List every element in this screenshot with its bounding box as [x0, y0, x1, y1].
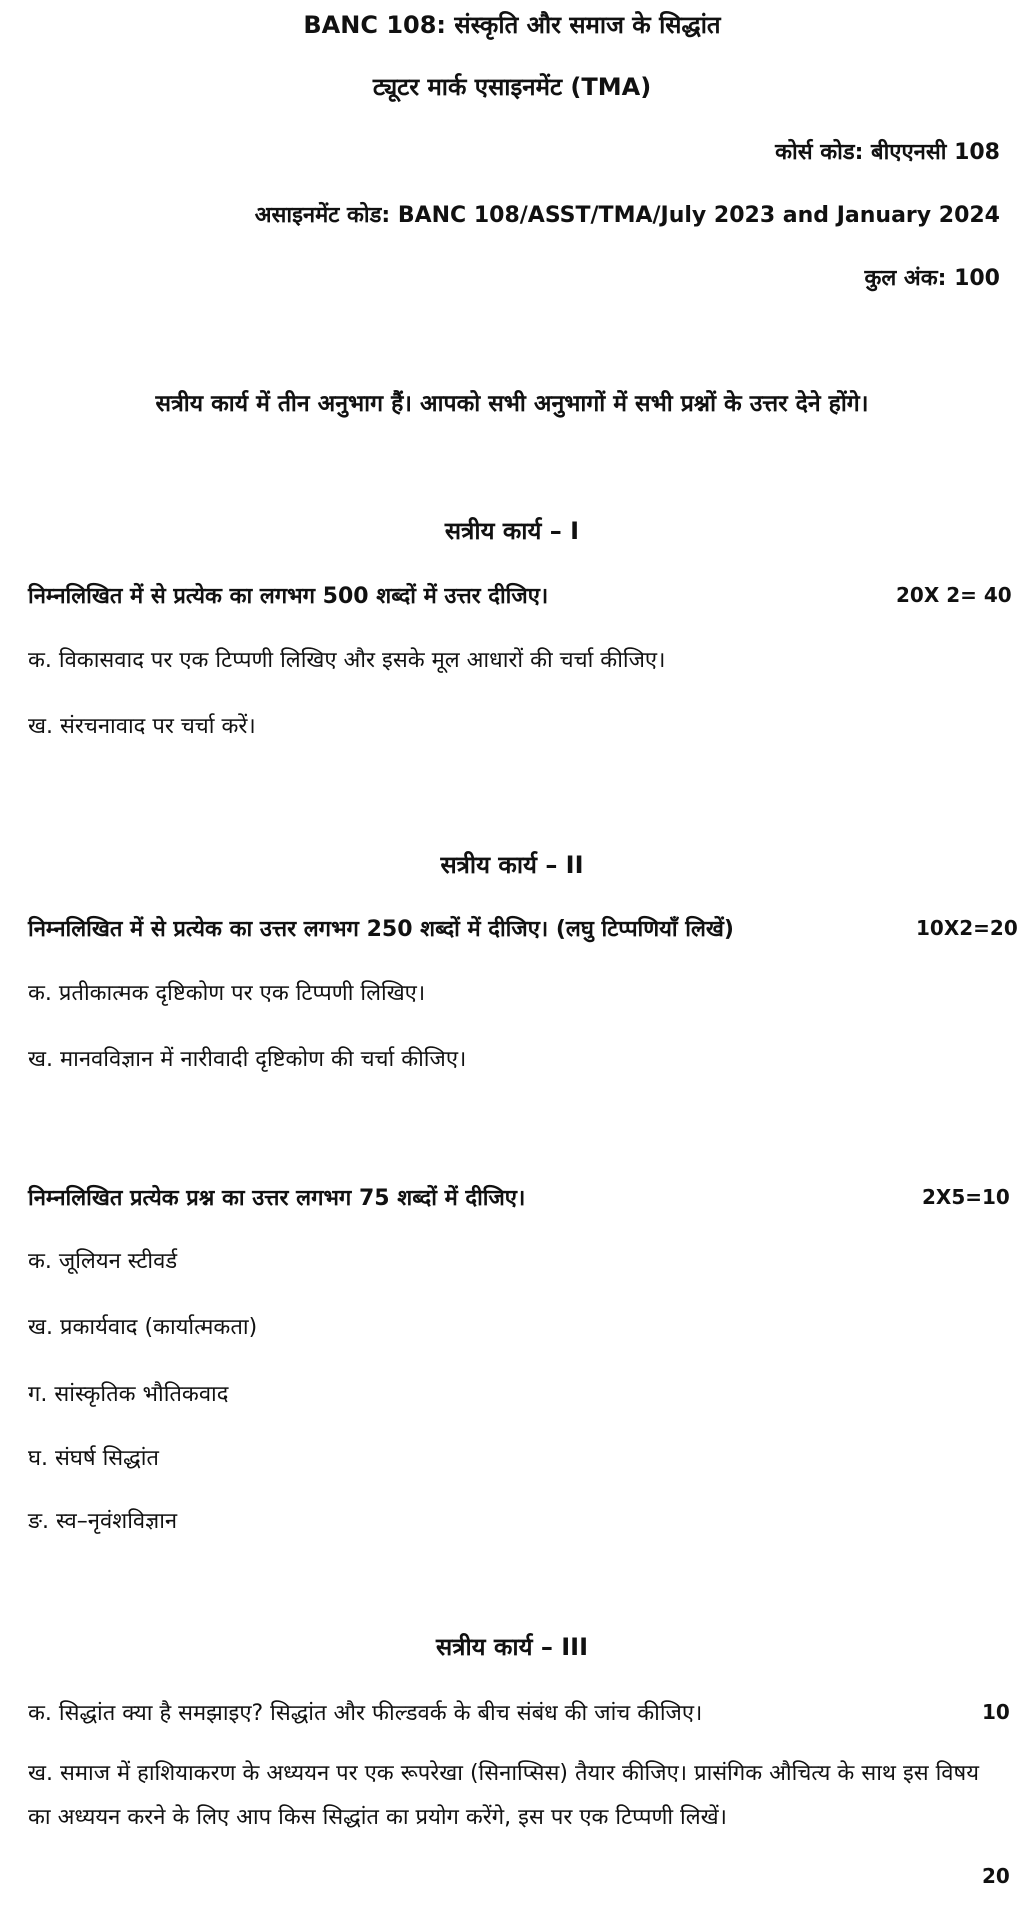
section-1-marks: 20X 2= 40 — [896, 583, 1012, 607]
section-2-question: निम्नलिखित में से प्रत्येक का उत्तर लगभग 250 शब्दों में दीजिए। (लघु टिप्पणियाँ लिखें) — [28, 917, 734, 942]
total-marks: कुल अंक: 100 — [864, 266, 1000, 291]
section-2-marks-2: 2X5=10 — [922, 1185, 1010, 1209]
section-2-short-item-b: ख. प्रकार्यवाद (कार्यात्मकता) — [28, 1315, 258, 1340]
page-subtitle: ट्यूटर मार्क एसाइनमेंट (TMA) — [372, 73, 652, 101]
section-3-item-a-marks: 10 — [982, 1700, 1010, 1724]
section-1-item-b: ख. संरचनावाद पर चर्चा करें। — [28, 714, 256, 739]
section-2-item-a: क. प्रतीकात्मक दृष्टिकोण पर एक टिप्पणी लिखिए। — [28, 981, 426, 1006]
page-title: BANC 108: संस्कृति और समाज के सिद्धांत — [303, 11, 721, 39]
section-2-short-item-d: घ. संघर्ष सिद्धांत — [28, 1446, 159, 1471]
section-2-short-item-e: ङ. स्व–नृवंशविज्ञान — [28, 1509, 178, 1534]
course-code: कोर्स कोड: बीएएनसी 108 — [775, 140, 1000, 165]
section-2-question-2: निम्नलिखित प्रत्येक प्रश्न का उत्तर लगभग 75 शब्दों में दीजिए। — [28, 1186, 526, 1211]
section-3-title: सत्रीय कार्य – III — [435, 1633, 589, 1661]
general-instruction: सत्रीय कार्य में तीन अनुभाग हैं। आपको सभी अनुभागों में सभी प्रश्नों के उत्तर देने होंगे। — [155, 391, 869, 417]
section-2-marks: 10X2=20 — [916, 916, 1018, 940]
section-1-question: निम्नलिखित में से प्रत्येक का लगभग 500 शब्दों में उत्तर दीजिए। — [28, 584, 549, 609]
section-3-item-b: ख. समाज में हाशियाकरण के अध्ययन पर एक रूपरेखा (सिनाप्सिस) तैयार कीजिए। प्रासंगिक औचित्य के साथ इस विषय का अध्ययन करने के लिए आप किस सिद्धांत का प्रयोग करेंगे, इस पर एक टिप्पणी लिखें। — [28, 1761, 980, 1830]
assignment-code: असाइनमेंट कोड: BANC 108/ASST/TMA/July 2023 and January 2024 — [254, 203, 1000, 228]
section-2-title: सत्रीय कार्य – II — [440, 851, 584, 879]
section-2-short-item-c: ग. सांस्कृतिक भौतिकवाद — [28, 1382, 229, 1407]
section-3-item-a: क. सिद्धांत क्या है समझाइए? सिद्धांत और फील्डवर्क के बीच संबंध की जांच कीजिए। — [28, 1701, 703, 1726]
section-1-item-a: क. विकासवाद पर एक टिप्पणी लिखिए और इसके मूल आधारों की चर्चा कीजिए। — [28, 648, 666, 673]
section-2-short-item-a: क. जूलियन स्टीवर्ड — [28, 1249, 178, 1274]
section-3-item-b-marks: 20 — [982, 1864, 1010, 1888]
section-1-title: सत्रीय कार्य – I — [444, 517, 580, 545]
section-2-item-b: ख. मानवविज्ञान में नारीवादी दृष्टिकोण की चर्चा कीजिए। — [28, 1047, 467, 1072]
